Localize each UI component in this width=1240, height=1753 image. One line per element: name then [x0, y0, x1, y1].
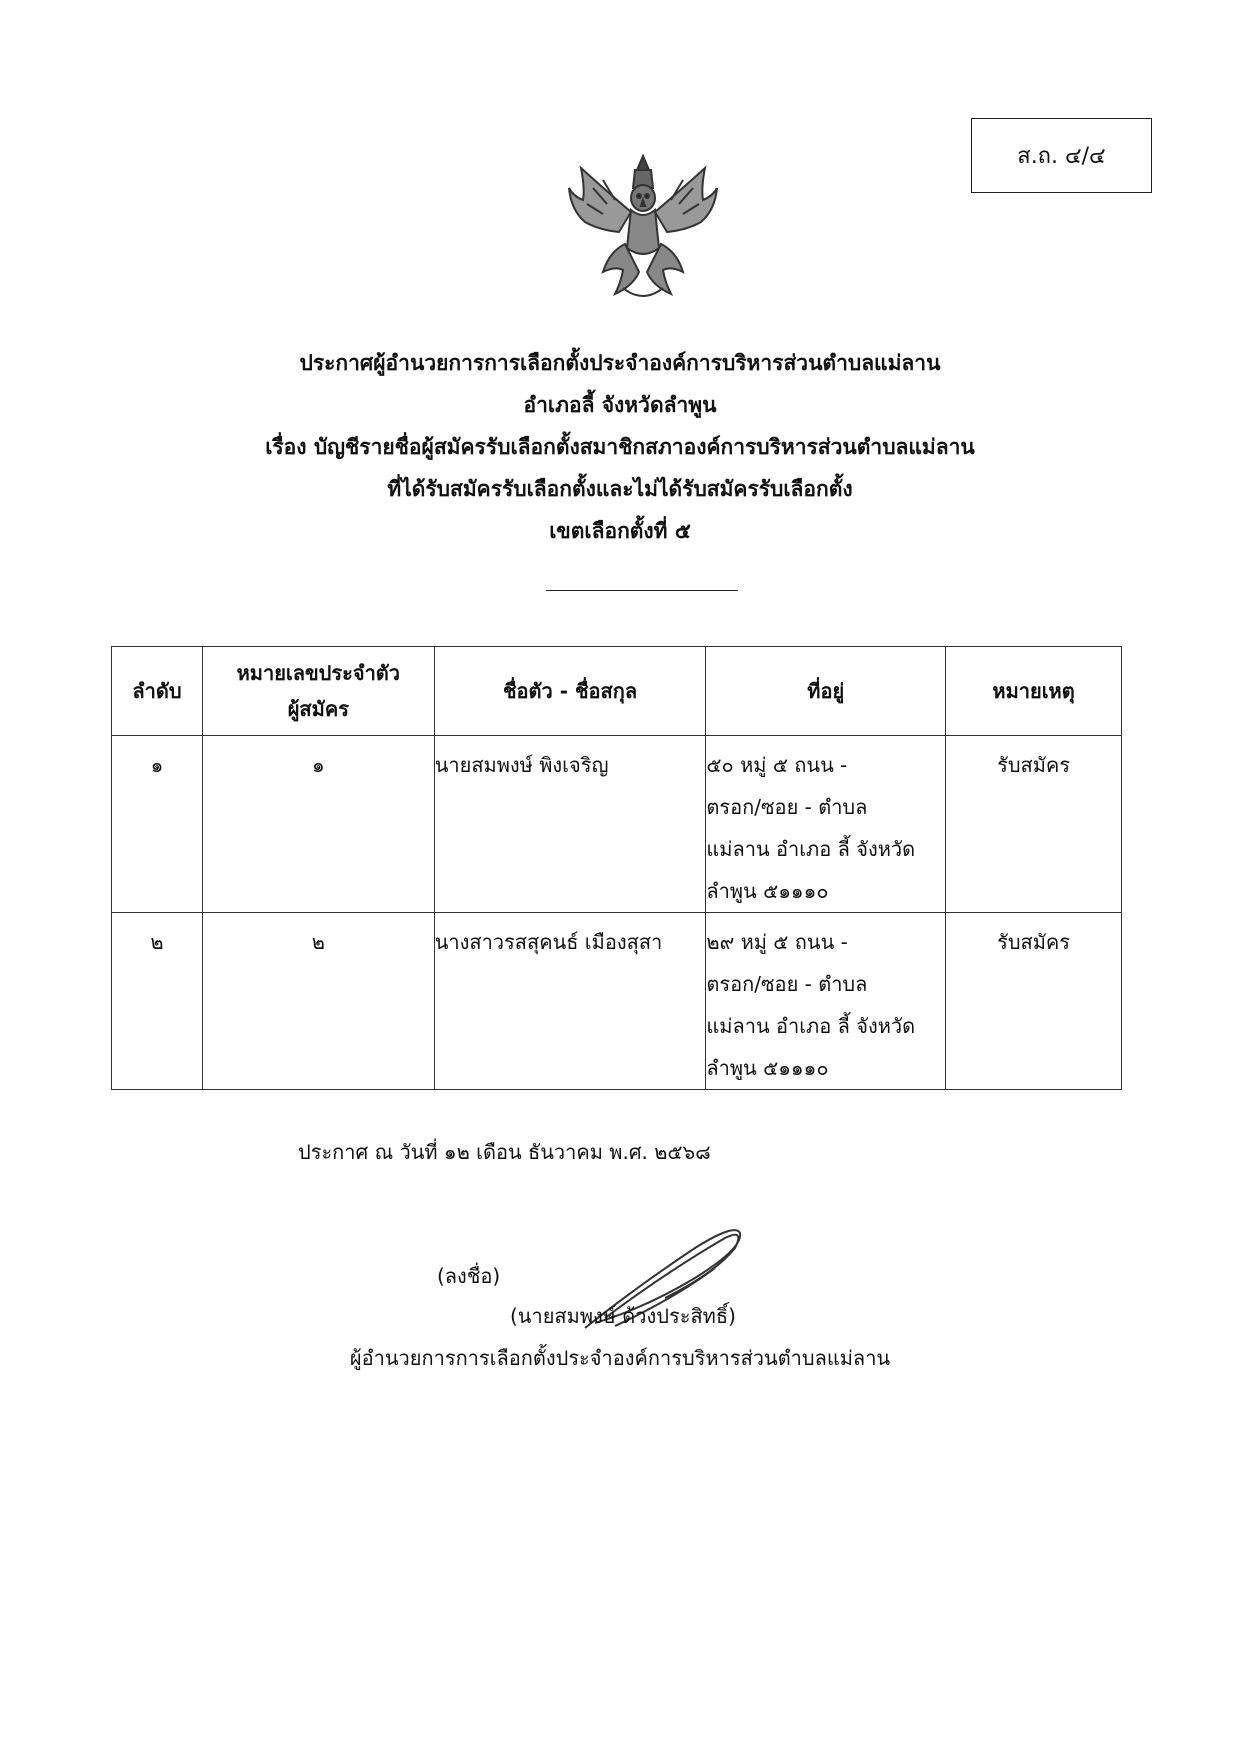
signature-label: (ลงชื่อ) — [437, 1264, 501, 1288]
address-line: แม่ลาน อำเภอ ลี้ จังหวัด — [706, 837, 916, 861]
address-line: ลำพูน ๕๑๑๑๐ — [706, 879, 829, 903]
table-header-row — [112, 647, 1122, 736]
heading-line-4: ที่ได้รับสมัครรับเลือกตั้งและไม่ได้รับสมัครรับเลือกตั้ง — [387, 477, 853, 501]
heading-divider — [546, 590, 738, 591]
col-header-candidate-no-line2: ผู้สมัคร — [287, 697, 349, 721]
address-line: ตรอก/ซอย - ตำบล — [706, 972, 868, 996]
cell-address — [706, 913, 946, 1090]
col-header-candidate-no-line1: หมายเลขประจำตัว — [236, 661, 401, 685]
col-header-name: ชื่อตัว - ชื่อสกุล — [434, 647, 706, 736]
col-header-order: ลำดับ — [112, 647, 203, 736]
col-header-address: ที่อยู่ — [706, 647, 946, 736]
signer-title: ผู้อำนวยการการเลือกตั้งประจำองค์การบริหารส่วนตำบลแม่ลาน — [349, 1346, 891, 1370]
col-header-candidate-no — [202, 647, 434, 736]
address-line: ๕๐ หมู่ ๕ ถนน - — [706, 753, 848, 777]
cell-candidate-no: ๑ — [202, 736, 434, 913]
candidate-table — [111, 646, 1122, 1090]
cell-remark: รับสมัคร — [946, 913, 1122, 1090]
form-code-box — [971, 118, 1152, 193]
cell-name: นายสมพงษ์ พิงเจริญ — [434, 736, 706, 913]
address-line: ๒๙ หมู่ ๕ ถนน - — [706, 930, 848, 954]
cell-address — [706, 736, 946, 913]
heading-line-1: ประกาศผู้อำนวยการการเลือกตั้งประจำองค์การบริหารส่วนตำบลแม่ลาน — [299, 351, 941, 375]
announcement-heading — [0, 342, 1240, 552]
cell-remark: รับสมัคร — [946, 736, 1122, 913]
address-line: ลำพูน ๕๑๑๑๐ — [706, 1056, 829, 1080]
heading-line-5: เขตเลือกตั้งที่ ๕ — [549, 519, 691, 543]
cell-order: ๒ — [112, 913, 203, 1090]
form-code: ส.ถ. ๔/๔ — [1017, 144, 1106, 169]
heading-line-3: เรื่อง บัญชีรายชื่อผู้สมัครรับเลือกตั้งสมาชิกสภาองค์การบริหารส่วนตำบลแม่ลาน — [265, 435, 975, 459]
cell-order: ๑ — [112, 736, 203, 913]
heading-line-2: อำเภอลี้ จังหวัดลำพูน — [523, 393, 717, 417]
table-row — [112, 913, 1122, 1090]
address-line: แม่ลาน อำเภอ ลี้ จังหวัด — [706, 1014, 916, 1038]
garuda-emblem-icon — [563, 148, 723, 308]
announcement-date: ประกาศ ณ วันที่ ๑๒ เดือน ธันวาคม พ.ศ. ๒๕๖๘ — [298, 1140, 711, 1164]
address-line: ตรอก/ซอย - ตำบล — [706, 795, 868, 819]
table-row — [112, 736, 1122, 913]
cell-name: นางสาวรสสุคนธ์ เมืองสุสา — [434, 913, 706, 1090]
col-header-remark: หมายเหตุ — [946, 647, 1122, 736]
cell-candidate-no: ๒ — [202, 913, 434, 1090]
signer-name: (นายสมพงษ์ ด้วงประสิทธิ์) — [510, 1304, 736, 1328]
